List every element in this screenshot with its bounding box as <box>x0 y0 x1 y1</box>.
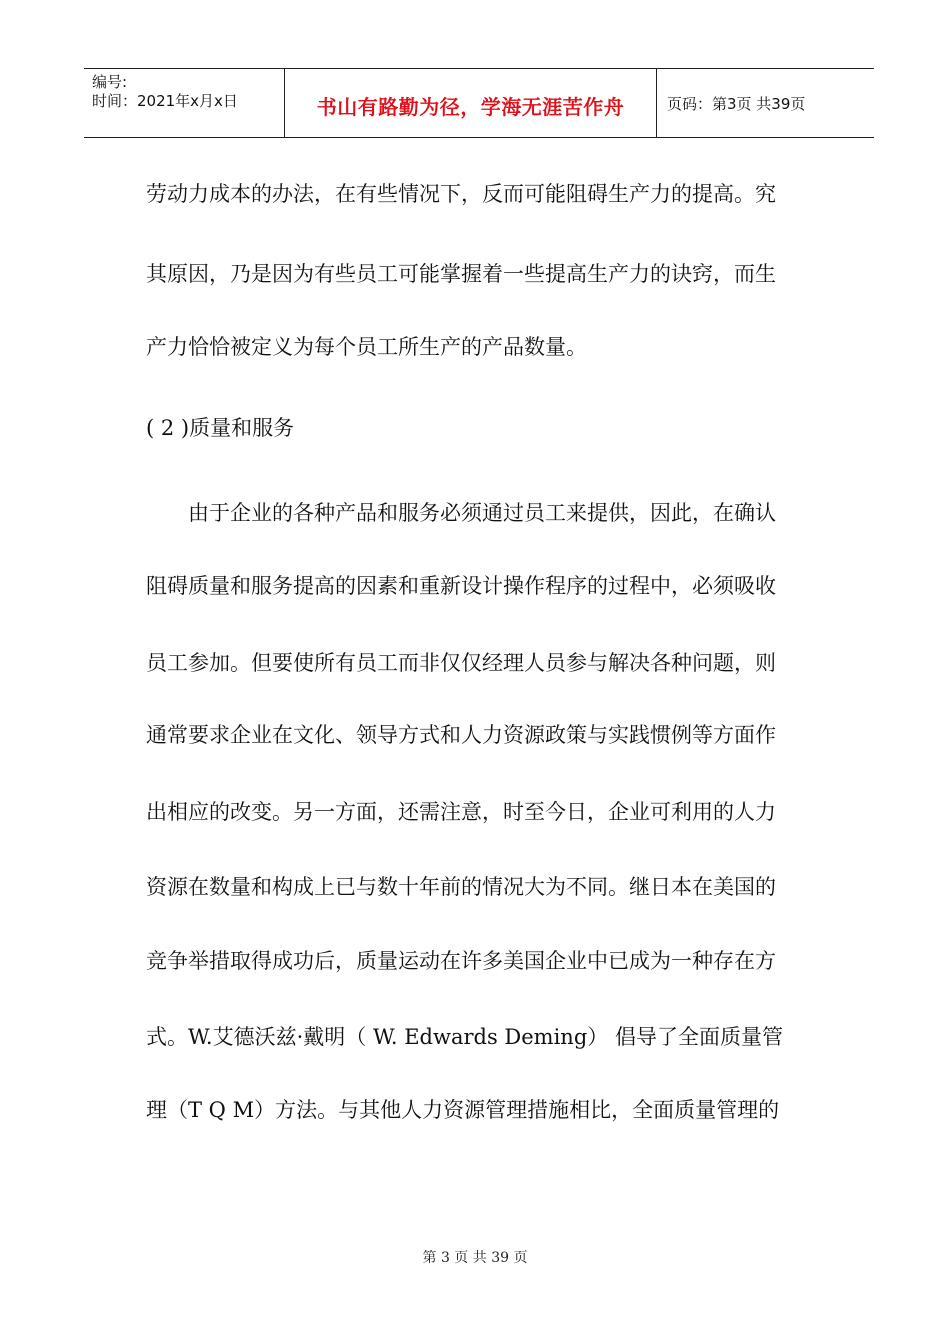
header-meta-cell <box>84 69 285 137</box>
body-line: 理（T Q M）方法。与其他人力资源管理措施相比，全面质量管理的 <box>146 1098 780 1122</box>
body-line: 式。W.艾德沃兹·戴明（ W. Edwards Deming） 倡导了全面质量管 <box>146 1025 783 1049</box>
body-line: 产力恰恰被定义为每个员工所生产的产品数量。 <box>146 335 587 359</box>
page-footer: 第 3 页 共 39 页 <box>422 1250 528 1266</box>
body-line: 竞争举措取得成功后，质量运动在许多美国企业中已成为一种存在方 <box>146 949 776 973</box>
body-line: 阻碍质量和服务提高的因素和重新设计操作程序的过程中，必须吸收 <box>146 574 776 598</box>
document-number-label: 编号: <box>92 73 128 91</box>
body-line: 资源在数量和构成上已与数十年前的情况大为不同。继日本在美国的 <box>146 875 776 899</box>
header-motto-cell <box>285 69 657 137</box>
body-line: 通常要求企业在文化、领导方式和人力资源政策与实践惯例等方面作 <box>146 723 776 747</box>
body-line: 其原因，乃是因为有些员工可能掌握着一些提高生产力的诀窍，而生 <box>146 262 776 286</box>
header-page-cell <box>657 69 874 137</box>
header-motto: 书山有路勤为径，学海无涯苦作舟 <box>316 94 625 119</box>
section-heading: ( 2 )质量和服务 <box>146 416 295 440</box>
body-line: 出相应的改变。另一方面，还需注意，时至今日，企业可利用的人力 <box>146 800 776 824</box>
header-page-info: 页码：第3页 共39页 <box>667 94 806 113</box>
body-line: 员工参加。但要使所有员工而非仅仅经理人员参与解决各种问题，则 <box>146 651 776 675</box>
body-line: 由于企业的各种产品和服务必须通过员工来提供，因此，在确认 <box>146 501 776 525</box>
body-line: 劳动力成本的办法，在有些情况下，反而可能阻碍生产力的提高。究 <box>146 182 776 206</box>
header-table <box>84 68 874 138</box>
document-date: 时间：2021年x月x日 <box>92 92 238 110</box>
